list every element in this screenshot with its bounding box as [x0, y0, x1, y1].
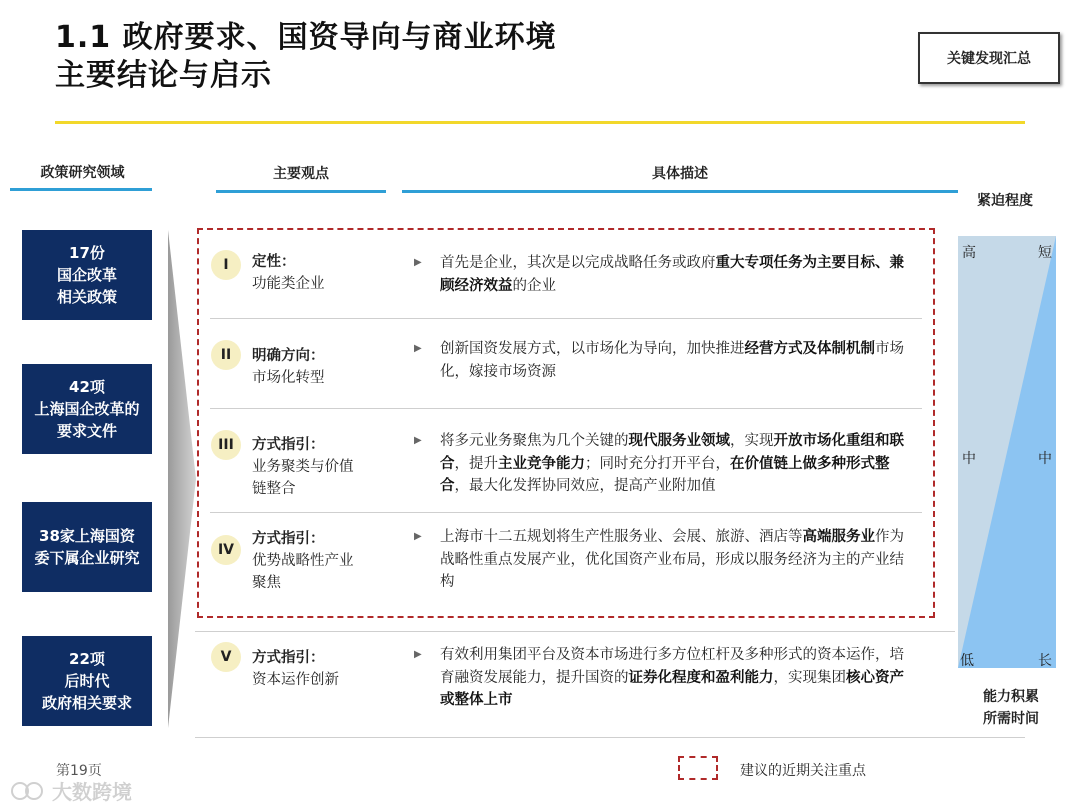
- urgency-label-medium-right: 中: [1038, 451, 1052, 467]
- desc-emphasis: 在价值链上做多种形式整合: [440, 455, 890, 494]
- row-separator: [210, 408, 922, 409]
- bullet-triangle-icon: ▶: [414, 531, 422, 542]
- desc-text: ，实现: [730, 433, 774, 449]
- capability-time-label-line1: 能力积累: [983, 689, 1039, 705]
- desc-text: ，实现集团: [773, 669, 846, 686]
- policy-box-text: 国企改革: [56, 266, 117, 284]
- column-header-main-views: 主要观点: [273, 166, 329, 182]
- urgency-label-short: 短: [1038, 245, 1052, 261]
- desc-text: 首先是企业，其次是以完成战略任务或政府: [440, 255, 716, 271]
- row-separator: [210, 512, 922, 513]
- column-rule-main-views: [216, 190, 386, 193]
- view-item: [252, 345, 402, 389]
- policy-box-text: 委下属企业研究: [34, 549, 140, 567]
- column-header-policy-area: 政策研究领域: [40, 165, 125, 181]
- policy-box-text: 上海国企改革的: [34, 400, 140, 418]
- desc-text: 有效利用集团平台及资本市场进行多方位杠杆及多种形式的资本运作，培育融资发展能力，提升国资的: [440, 647, 904, 686]
- policy-box-state-reform: [22, 230, 152, 320]
- desc-text: 将多元业务聚焦为几个关键的: [440, 433, 629, 449]
- key-findings-summary-button[interactable]: 关键发现汇总: [918, 32, 1060, 84]
- policy-box-text: 要求文件: [56, 422, 117, 440]
- roman-numeral-badge: IV: [211, 535, 241, 565]
- view-item: [252, 251, 402, 295]
- bullet-triangle-icon: ▶: [414, 257, 422, 268]
- policy-box-text: 后时代: [64, 672, 110, 690]
- view-heading: 定性：: [252, 254, 296, 270]
- legend-label: 建议的近期关注重点: [740, 763, 866, 779]
- view-body-line: 聚焦: [252, 575, 281, 591]
- view-heading: 明确方向：: [252, 348, 325, 364]
- desc-emphasis: 核心资产或整体上市: [440, 669, 904, 708]
- desc-text: ，最大化发挥协同效应，提高产业附加值: [454, 478, 716, 494]
- policy-box-count: 42项: [69, 378, 105, 396]
- view-body-line: 资本运作创新: [252, 672, 339, 688]
- policy-box-count: 22项: [69, 650, 105, 668]
- description-item: [414, 526, 911, 594]
- watermark-logo-icon: [10, 780, 46, 802]
- description-item: [414, 430, 911, 498]
- urgency-label-low: 低: [960, 653, 974, 669]
- urgency-label-medium-left: 中: [962, 451, 976, 467]
- view-item: [252, 647, 402, 691]
- desc-text: 创新国资发展方式，以市场化为导向，加快推进: [440, 341, 745, 357]
- view-heading: 方式指引：: [252, 437, 325, 453]
- desc-text: 的企业: [512, 277, 556, 294]
- bullet-triangle-icon: ▶: [414, 343, 422, 354]
- desc-emphasis: 重大专项任务为主要目标、兼顾经济效益: [440, 255, 904, 294]
- desc-emphasis: 主业竞争能力: [498, 455, 585, 472]
- view-heading: 方式指引：: [252, 650, 325, 666]
- view-item: [252, 434, 402, 500]
- urgency-label-long: 长: [1038, 653, 1052, 669]
- desc-emphasis: 高端服务业: [802, 529, 875, 545]
- bullet-triangle-icon: ▶: [414, 435, 422, 446]
- view-body-line: 业务聚类与价值: [252, 459, 354, 475]
- watermark: [10, 776, 132, 805]
- column-header-urgency: 紧迫程度: [977, 193, 1033, 209]
- title-divider: [55, 121, 1025, 124]
- description-item: [414, 644, 911, 712]
- column-header-description: 具体描述: [652, 166, 708, 182]
- policy-box-text: 38家上海国资: [39, 527, 135, 545]
- policy-box-text: 相关政策: [56, 288, 117, 306]
- column-rule-description: [402, 190, 958, 193]
- policy-box-text: 政府相关要求: [41, 694, 132, 712]
- desc-text: ，提升: [454, 455, 498, 472]
- bullet-triangle-icon: ▶: [414, 649, 422, 660]
- policy-box-enterprise-study: [22, 502, 152, 592]
- desc-text: 上海市十二五规划将生产性服务业、会展、旅游、酒店等: [440, 529, 803, 545]
- legend-dashed-swatch: [678, 756, 718, 780]
- policy-box-government-requirements: [22, 636, 152, 726]
- urgency-label-high: 高: [962, 245, 976, 261]
- desc-emphasis: 经营方式及体制机制: [744, 341, 875, 357]
- row-separator: [210, 318, 922, 319]
- desc-text: ；同时充分打开平台，: [585, 455, 730, 472]
- roman-numeral-badge: V: [211, 642, 241, 672]
- roman-numeral-badge: III: [211, 430, 241, 460]
- page-number: 第19页: [56, 763, 102, 779]
- description-item: [414, 338, 911, 383]
- watermark-text: 大数跨境: [52, 780, 132, 804]
- desc-emphasis: 开放市场化重组和联合: [440, 433, 904, 472]
- column-rule-policy-area: [10, 188, 152, 191]
- capability-time-label-line2: 所需时间: [983, 711, 1039, 727]
- policy-box-shanghai-docs: [22, 364, 152, 454]
- policy-box-count: 17份: [69, 244, 105, 262]
- roman-numeral-badge: I: [211, 250, 241, 280]
- chevron-arrow-shape: [166, 228, 198, 730]
- desc-text: 作为战略性重点发展产业，优化国资产业布局，形成以服务经济为主的产业结构: [440, 529, 904, 590]
- desc-emphasis: 现代服务业领域: [628, 433, 730, 449]
- description-item: [414, 252, 911, 297]
- view-body-line: 功能类企业: [252, 276, 325, 292]
- page-title-line2: 主要结论与启示: [55, 58, 272, 93]
- footer-separator: [195, 737, 1025, 738]
- roman-numeral-badge: II: [211, 340, 241, 370]
- page-title-line1: 1.1 政府要求、国资导向与商业环境: [55, 20, 557, 55]
- desc-emphasis: 证券化程度和盈利能力: [628, 669, 774, 686]
- view-heading: 方式指引：: [252, 531, 325, 547]
- view-body-line: 链整合: [252, 481, 296, 497]
- view-body-line: 优势战略性产业: [252, 553, 354, 569]
- row-separator: [195, 631, 955, 632]
- desc-text: 市场化，嫁接市场资源: [440, 341, 904, 380]
- view-item: [252, 528, 402, 594]
- view-body-line: 市场化转型: [252, 370, 325, 386]
